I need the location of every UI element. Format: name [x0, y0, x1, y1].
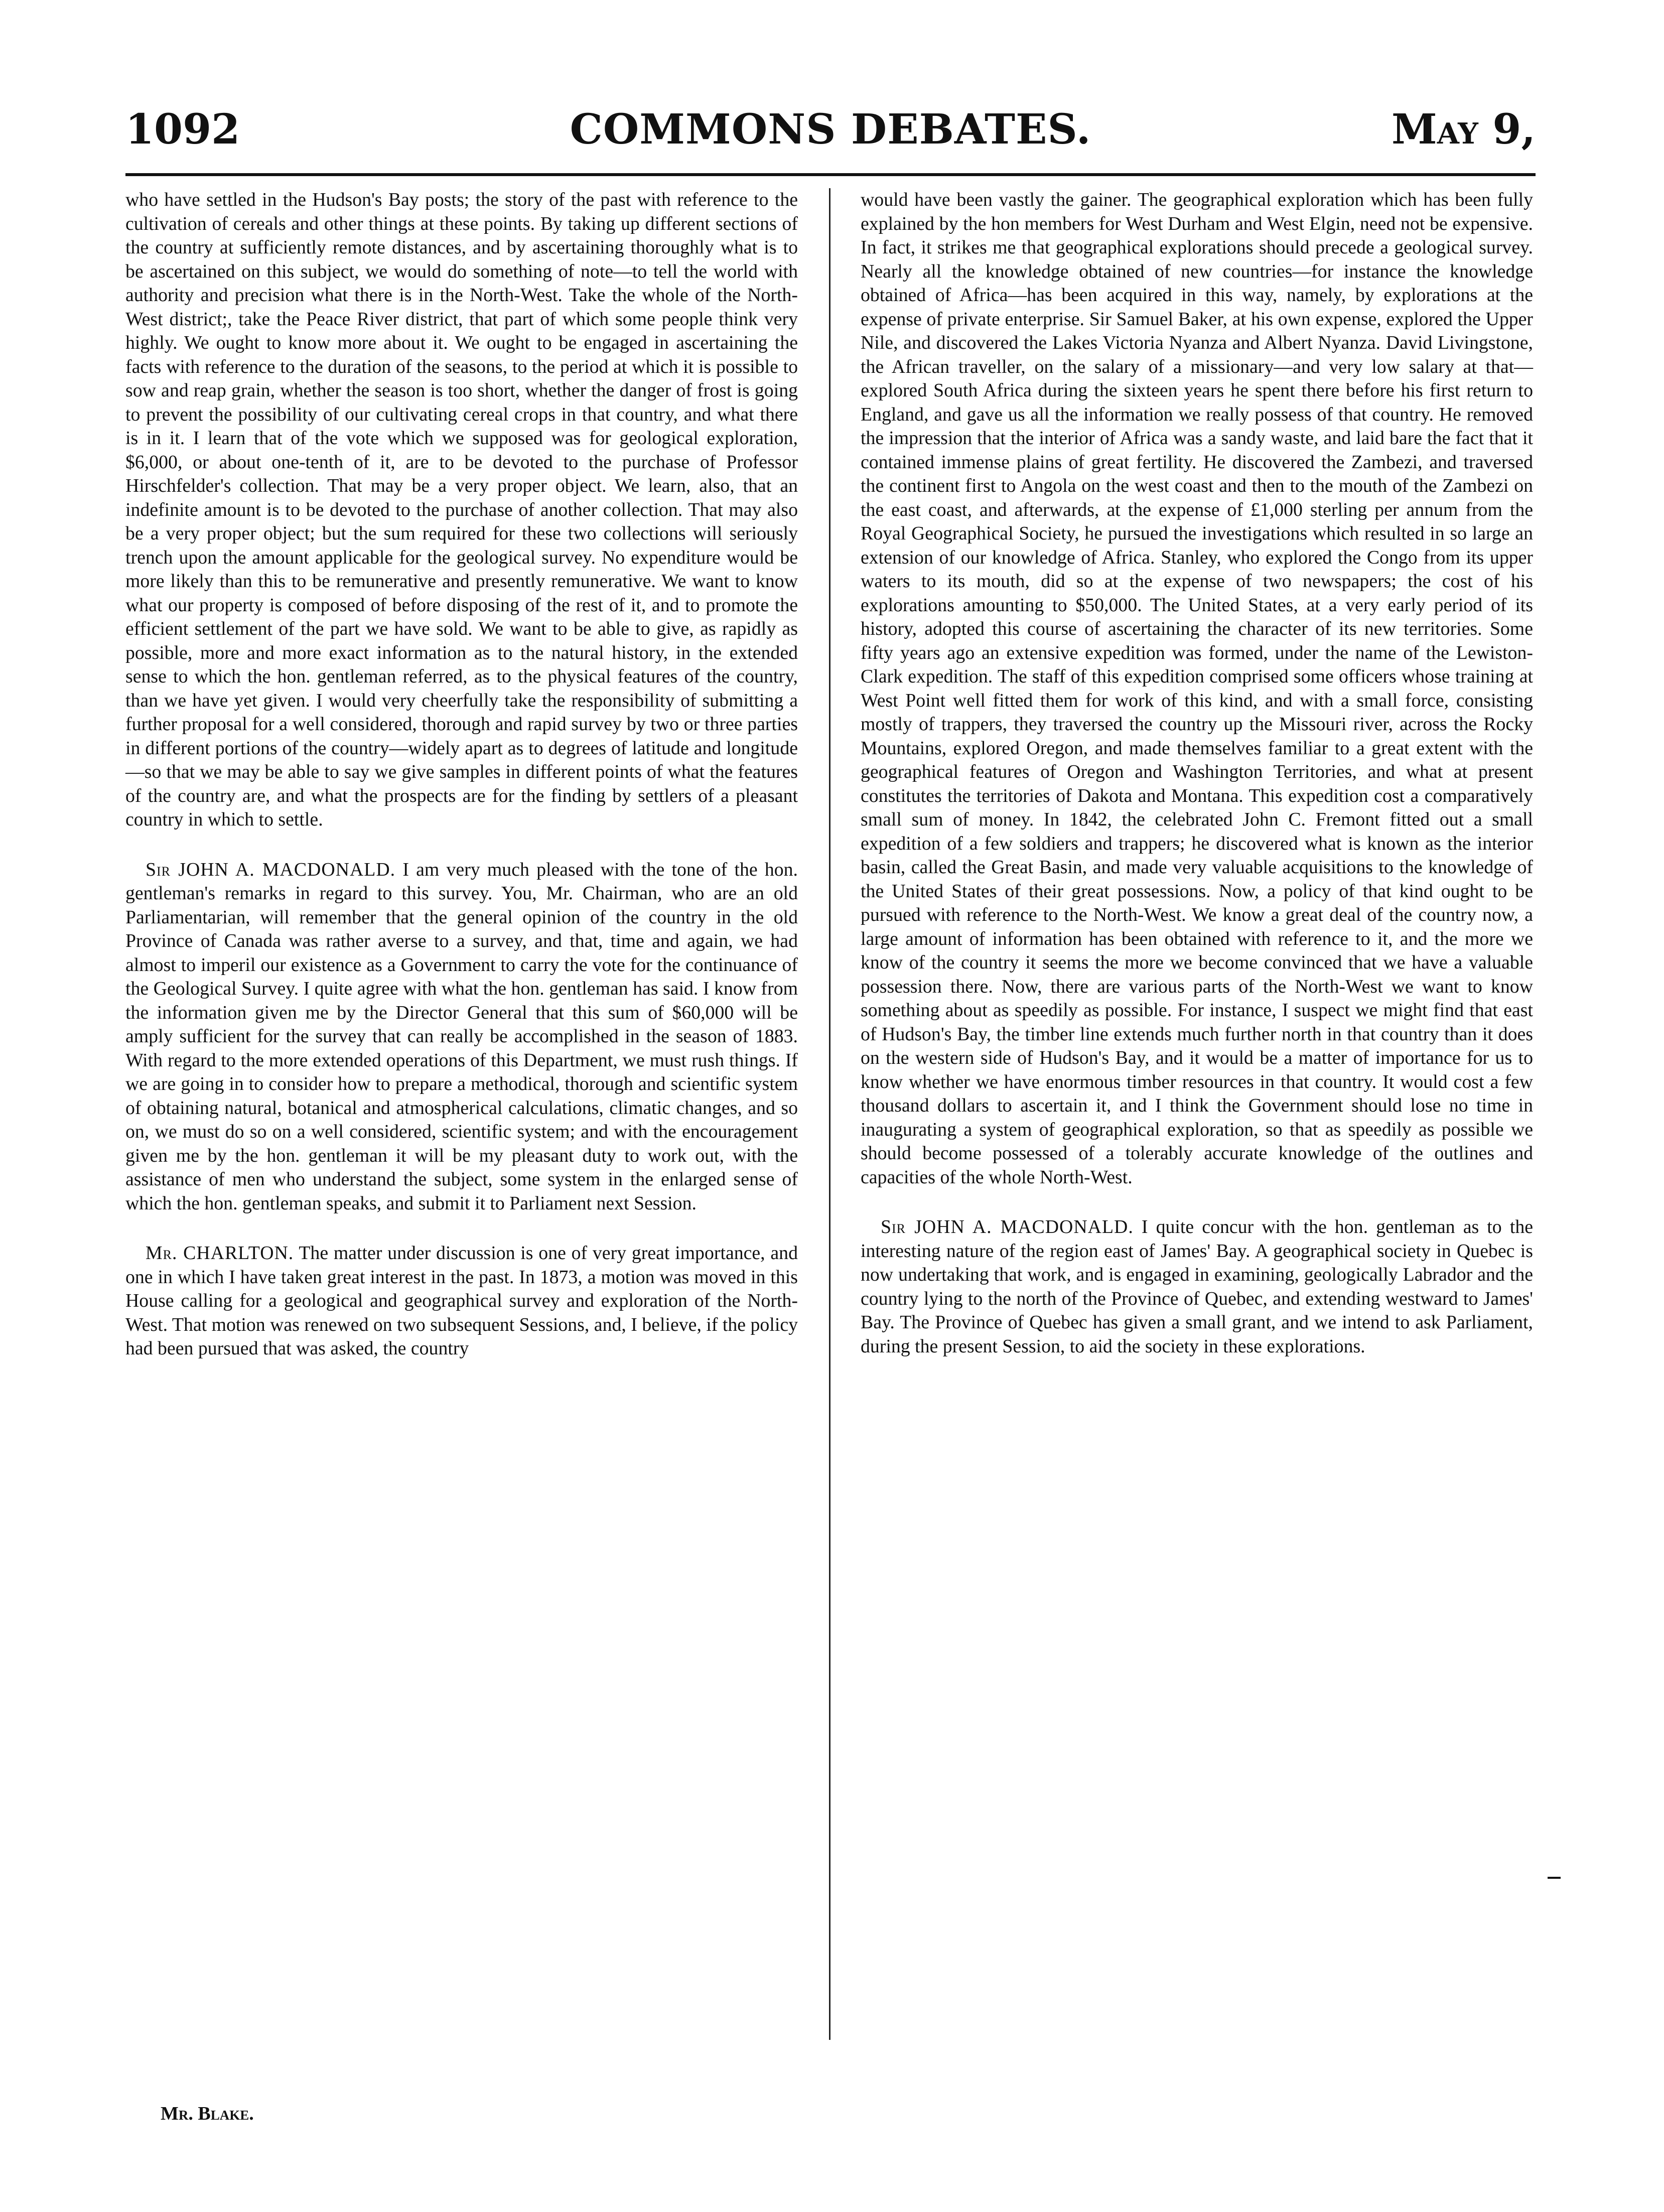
column-divider — [829, 188, 830, 2040]
footer-speaker-name: Mr. Blake. — [161, 2103, 254, 2124]
left-speech-macdonald — [125, 858, 798, 1216]
header-date: May 9, — [1392, 105, 1536, 154]
running-title: COMMONS DEBATES. — [570, 105, 1091, 154]
speech-text: The matter under discussion is one of very great importance, and one in which I have taken great interest in the past. In 1873, a motion was moved in this House calling for a geological and geographical survey and exploration of the North-West. That motion was renewed on two subsequent Sessions, and, I believe, if the policy had been pursued that was asked, the country — [125, 1242, 798, 1359]
page-header — [125, 100, 1536, 166]
speaker-name: Sir JOHN A. MACDONALD. — [881, 1216, 1134, 1237]
left-paragraph-continued: who have settled in the Hudson's Bay posts; the story of the past with reference to the cultivation of cereals and other things at these points. By taking up different sections of the country at sufficiently remote distances, and by ascertaining thoroughly what is to be ascertained on this subject, we would do something of note—to tell the world with authority and precision what there is in the North-West. Take the whole of the North-West district;, take the Peace River district, that part of which some people think very highly. We ought to know more about it. We ought to be engaged in ascertaining the facts with reference to the duration of the seasons, to the period at which it is possible to sow and reap grain, whether the season is too short, whether the danger of frost is going to prevent the possibility of our cultivating cereal crops in that country, and what there is in it. I learn that of the vote which we supposed was for geological exploration, $6,000, or about one-tenth of it, are to be devoted to the purchase of Professor Hirschfelder's collection. That may be a very proper object. We learn, also, that an indefinite amount is to be devoted to the purchase of another collection. That may also be a very proper object; but the sum required for these two collections will seriously trench upon the amount applicable for the geological survey. No expenditure would be more likely than this to be remunerative and presently remunerative. We want to know what our property is composed of before disposing of the rest of it, and to promote the efficient settlement of the part we have sold. We want to be able to give, as rapidly as possible, more and more exact information as to the natural history, in the extended sense to which the hon. gentleman referred, as to the physical features of the country, than we have yet given. I would very cheerfully take the responsibility of submitting a further proposal for a well considered, thorough and rapid survey by two or three parties in different portions of the country—widely apart as to degrees of latitude and longitude—so that we may be able to say we give samples in different points of what the features of the country are, and what the prospects are for the finding by settlers of a pleasant country in which to settle. — [125, 189, 798, 830]
margin-mark — [1548, 1877, 1561, 1879]
header-rule — [125, 173, 1536, 176]
page-number: 1092 — [125, 105, 240, 154]
left-column — [125, 188, 798, 1361]
document-page — [125, 100, 1536, 2158]
left-speech-charlton — [125, 1241, 798, 1361]
right-column — [861, 188, 1533, 1358]
right-paragraph-continued: would have been vastly the gainer. The geographical exploration which has been fully explained by the hon members for West Durham and West Elgin, need not be expensive. In fact, it strikes me that geographical explorations should precede a geological survey. Nearly all the knowledge obtained of new countries—for instance the knowledge obtained of Africa—has been acquired in this way, namely, by explorations at the expense of private enterprise. Sir Samuel Baker, at his own expense, explored the Upper Nile, and discovered the Lakes Victoria Nyanza and Albert Nyanza. David Livingstone, the African traveller, on the salary of a missionary—and very low salary at that—explored South Africa during the sixteen years he spent there before his first return to England, and gave us all the information we really possess of that country. He removed the impression that the interior of Africa was a sandy waste, and laid bare the fact that it contained immense plains of great fertility. He discovered the Zambezi, and traversed the continent first to Angola on the west coast and then to the mouth of the Zambezi on the east coast, and afterwards, at the expense of £1,000 sterling per annum from the Royal Geographical Society, he pursued the investigations which resulted in so large an extension of our knowledge of Africa. Stanley, who explored the Congo from its upper waters to its mouth, did so at the expense of two newspapers; the cost of his explorations amounting to $50,000. The United States, at a very early period of its history, adopted this course of ascertaining the character of its new territories. Some fifty years ago an extensive expedition was formed, under the name of the Lewiston-Clark expedition. The staff of this expedition comprised some officers whose training at West Point well fitted them for work of this kind, and with a small force, consisting mostly of trappers, they traversed the country up the Missouri river, across the Rocky Mountains, explored Oregon, and made themselves familiar to a great extent with the geographical features of Oregon and Washington Territories, and what at present constitutes the territories of Dakota and Montana. This expedition cost a comparatively small sum of money. In 1842, the celebrated John C. Fremont fitted out a small expedition of a few soldiers and trappers; he discovered what is known as the interior basin, called the Great Basin, and made very valuable acquisitions to the knowledge of the United States of their great possessions. Now, a policy of that kind ought to be pursued with reference to the North-West. We know a great deal of the country now, a large amount of information has been obtained with reference to it, and the more we know of the country it seems the more we become convinced that we have a valuable possession there. Now, there are various parts of the North-West we want to know something about as speedily as possible. For instance, I suspect we might find that east of Hudson's Bay, the timber line extends much further north in that country than it does on the western side of Hudson's Bay, and it would be a matter of importance for us to know whether we have enormous timber resources in that country. It would cost a few thousand dollars to ascertain it, and I think the Government should lose no time in inaugurating a system of geographical exploration, so that as speedily as possible we should become possessed of a tolerably accurate knowledge of the outlines and capacities of the whole North-West. — [861, 189, 1533, 1188]
speaker-name: Mr. CHARLTON. — [146, 1242, 294, 1264]
speech-text: I am very much pleased with the tone of the hon. gentleman's remarks in regard to this survey. You, Mr. Chairman, who are an old Parliamentarian, will remember that the general opinion of the country in the old Province of Canada was rather averse to a survey, and that, time and again, we had almost to imperil our existence as a Government to carry the vote for the continuance of the Geological Survey. I quite agree with what the hon. gentleman has said. I know from the information given me by the Director General that this sum of $60,000 will be amply sufficient for the survey that can really be accomplished in the season of 1883. With regard to the more extended operations of this Department, we must rush things. If we are going in to consider how to prepare a methodical, thorough and scientific system of obtaining natural, botanical and atmospherical calculations, climatic changes, and so on, we must do so on a well considered, scientific system; and with the encouragement given me by the hon. gentleman it will be my pleasant duty to work out, with the assistance of men who understand the subject, some system in the enlarged sense of which the hon. gentleman speaks, and submit it to Parliament next Session. — [125, 859, 798, 1214]
right-speech-macdonald — [861, 1215, 1533, 1358]
speaker-name: Sir JOHN A. MACDONALD. — [146, 859, 396, 880]
speech-text: I quite concur with the hon. gentleman as to the interesting nature of the region east of James' Bay. A geographical society in Quebec is now undertaking that work, and is engaged in examining, geologically Labrador and the country lying to the north of the Province of Quebec, and extending westward to James' Bay. The Province of Quebec has given a small grant, and we intend to ask Parliament, during the present Session, to aid the society in these explorations. — [861, 1216, 1533, 1357]
